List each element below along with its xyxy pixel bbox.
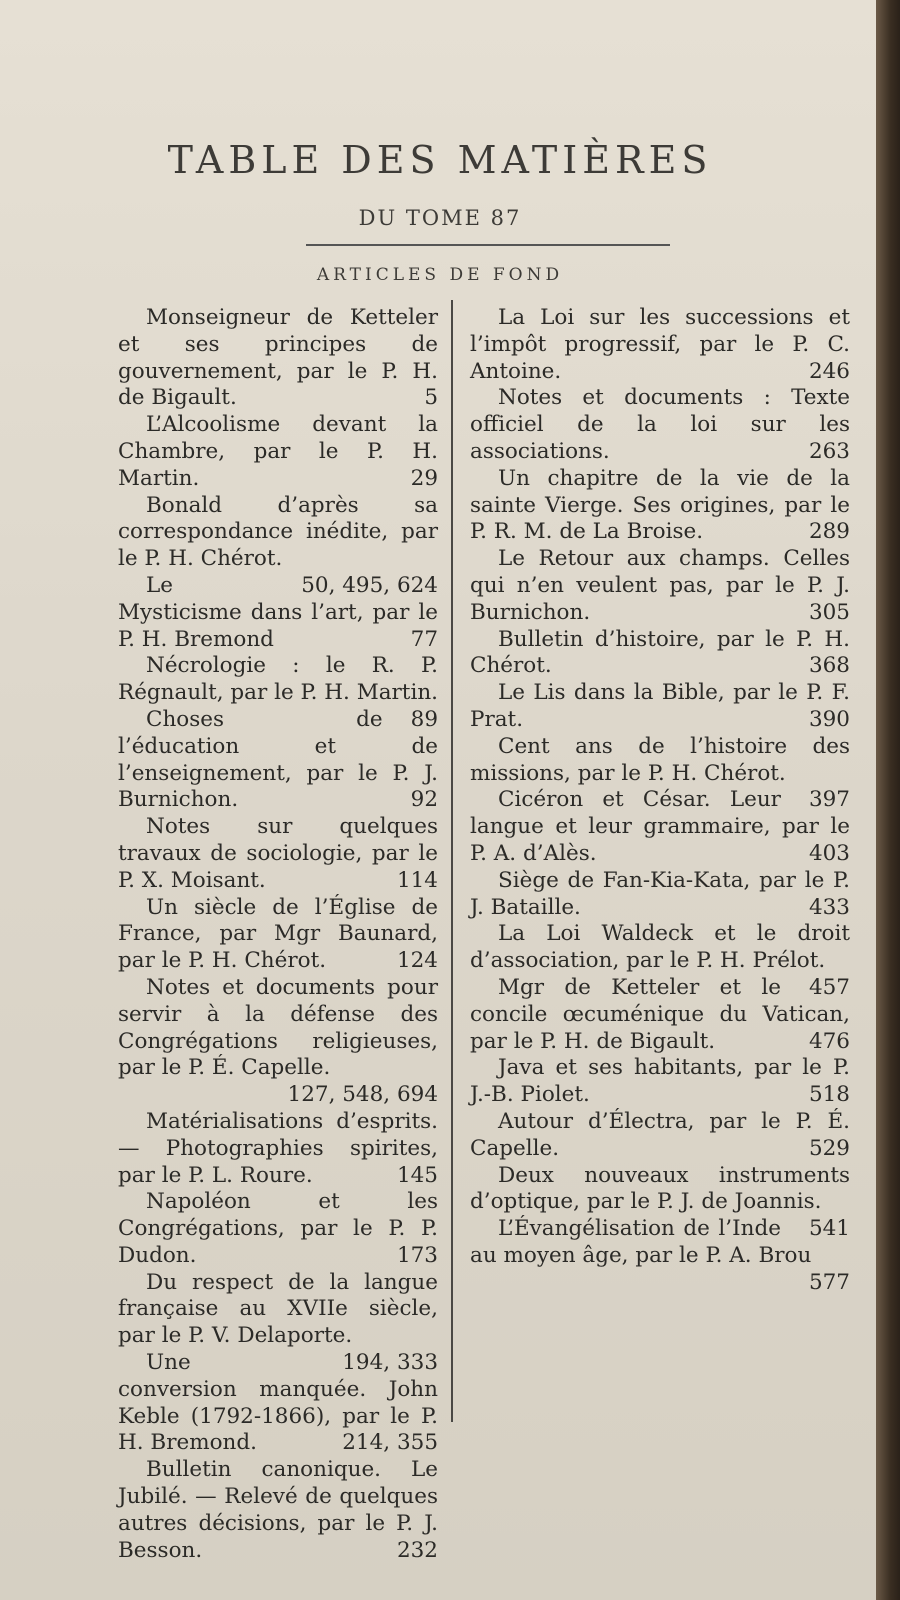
entry-text: Le Mysticisme dans l’art, par le P. H. Bremond: [118, 572, 438, 652]
toc-entry: [470, 1109, 850, 1163]
toc-entry: [118, 974, 438, 1108]
entry-pages: 263: [808, 438, 850, 464]
toc-entry: [118, 653, 439, 732]
toc-entry: [118, 1189, 438, 1269]
toc-entry: [118, 814, 438, 894]
title-rule: [306, 244, 670, 246]
toc-entry: [118, 492, 438, 598]
entry-pages: 368: [808, 653, 850, 679]
entry-text: Cent ans de l’histoire des missions, par le P. H. Chérot.: [470, 733, 850, 786]
entry-text: Deux nouveaux instruments d’optique, par le P. J. de Joannis.: [470, 1162, 850, 1215]
entry-text: Le Retour aux champs. Celles qui n’en veulent pas, par le P. J. Burnichon.: [470, 546, 850, 625]
section-heading: ARTICLES DE FOND: [316, 265, 564, 285]
entry-text: Siège de Fan-Kia-Kata, par le P. J. Bataille.: [470, 867, 850, 920]
entry-text: Un siècle de l’Église de France, par Mgr Baunard, par le P. H. Chérot.: [118, 894, 438, 974]
entry-text: La Loi Waldeck et le droit d’association, par le P. H. Prélot.: [470, 921, 850, 974]
toc-entry: [470, 1055, 850, 1109]
entry-pages: 214, 355: [342, 1430, 438, 1456]
entry-pages: 305: [808, 599, 850, 625]
entry-pages: 403: [808, 840, 850, 866]
toc-entry: [470, 868, 850, 922]
entry-text: Java et ses habitants, par le P. J.-B. Piolet.: [470, 1055, 850, 1108]
left-column: [118, 305, 438, 1564]
entry-text: Bulletin canonique. Le Jubilé. — Relevé de quelques autres décisions, par le P. J. Besson.: [118, 1457, 438, 1563]
entry-text: Le Lis dans la Bible, par le P. F. Prat.: [470, 680, 850, 732]
toc-entry: [470, 385, 850, 465]
entry-pages: 124: [396, 948, 438, 974]
entry-text: Bonald d’après sa correspondance inédite, par le P. H. Chérot.: [118, 492, 438, 572]
entry-pages: 5: [424, 385, 438, 411]
page-title: TABLE DES MATIÈRES: [167, 138, 713, 182]
toc-entry: [470, 921, 850, 1000]
entry-text: Nécrologie : le R. P. Régnault, par le P. H. Martin.: [118, 653, 439, 706]
entry-pages: 50, 495, 624: [301, 572, 438, 598]
entry-text: Du respect de la langue française au XVIIe siècle, par le P. V. Delaporte.: [118, 1269, 438, 1349]
toc-entry: [470, 733, 850, 813]
entry-pages: 529: [808, 1135, 850, 1161]
entry-pages: 29: [410, 465, 438, 491]
toc-entry: [118, 1269, 438, 1376]
toc-entry: [118, 895, 438, 975]
column-divider: [451, 300, 453, 1422]
entry-text: Mgr de Ketteler et le concile œcuménique du Vatican, par le P. H. de Bigault.: [470, 974, 850, 1054]
entry-pages: 145: [396, 1162, 438, 1188]
entry-pages: 173: [396, 1242, 438, 1268]
entry-text: Notes sur quelques travaux de sociologie, par le P. X. Moisant.: [118, 814, 438, 893]
entry-pages: 246: [808, 358, 850, 384]
entry-text: Autour d’Électra, par le P. É. Capelle.: [470, 1108, 850, 1161]
entry-text: Cicéron et César. Leur langue et leur grammaire, par le P. A. d’Alès.: [470, 787, 850, 866]
entry-pages: 541: [808, 1216, 850, 1242]
entry-text: Bulletin d’histoire, par le P. H. Chérot.: [470, 626, 850, 679]
entry-text: Notes et documents pour servir à la défense des Congrégations religieuses, par le P. É. Capelle.: [118, 974, 438, 1081]
toc-entry: [118, 1457, 438, 1564]
entry-pages: 232: [396, 1537, 438, 1563]
entry-pages: 89: [410, 706, 438, 732]
entry-text: Monseigneur de Ketteler et ses principes de gouvernement, par le P. H. de Bigault.: [118, 305, 438, 411]
entry-pages: 77: [410, 626, 438, 652]
entry-text: Choses de l’éducation et de l’enseignement, par le P. J. Burnichon.: [118, 706, 438, 813]
entry-pages: 127, 548, 694: [287, 1082, 438, 1108]
entry-text: Un chapitre de la vie de la sainte Vierge. Ses origines, par le P. R. M. de La Broise.: [470, 465, 850, 545]
entry-pages: 194, 333: [342, 1350, 438, 1376]
entry-pages: 577: [808, 1269, 850, 1295]
entry-text: Une conversion manquée. John Keble (1792-1866), par le P. H. Bremond.: [118, 1350, 438, 1456]
toc-entry: [470, 627, 850, 681]
entry-pages: 433: [808, 894, 850, 920]
toc-entry: [470, 680, 850, 734]
entry-pages: 397: [808, 787, 850, 813]
entry-pages: 476: [808, 1028, 850, 1054]
entry-pages: 92: [410, 787, 438, 813]
entry-text: L’Alcoolisme devant la Chambre, par le P. H. Martin.: [118, 412, 438, 491]
entry-text: Napoléon et les Congrégations, par le P. P. Dudon.: [118, 1189, 438, 1268]
toc-entry: [470, 305, 850, 385]
toc-entry: [470, 466, 850, 546]
entry-pages: 289: [808, 519, 850, 545]
toc-entry: [118, 412, 438, 492]
entry-pages: 457: [808, 974, 850, 1000]
toc-entry: [118, 305, 438, 412]
right-column: [470, 305, 850, 1296]
entry-text: Matérialisations d’esprits. — Photographies spirites, par le P. L. Roure.: [118, 1108, 438, 1188]
entry-text: L’Évangélisation de l’Inde au moyen âge, par le P. A. Brou: [470, 1216, 812, 1268]
entry-text: Notes et documents : Texte officiel de la loi sur les associations.: [470, 385, 850, 464]
entry-pages: 390: [808, 706, 850, 732]
entry-text: La Loi sur les successions et l’impôt progressif, par le P. C. Antoine.: [470, 305, 850, 384]
toc-entry: [470, 546, 850, 626]
entry-pages: 114: [396, 867, 438, 893]
entry-pages: 518: [808, 1082, 850, 1108]
volume-subtitle: DU TOME 87: [358, 206, 522, 230]
book-spine: [876, 0, 900, 1600]
